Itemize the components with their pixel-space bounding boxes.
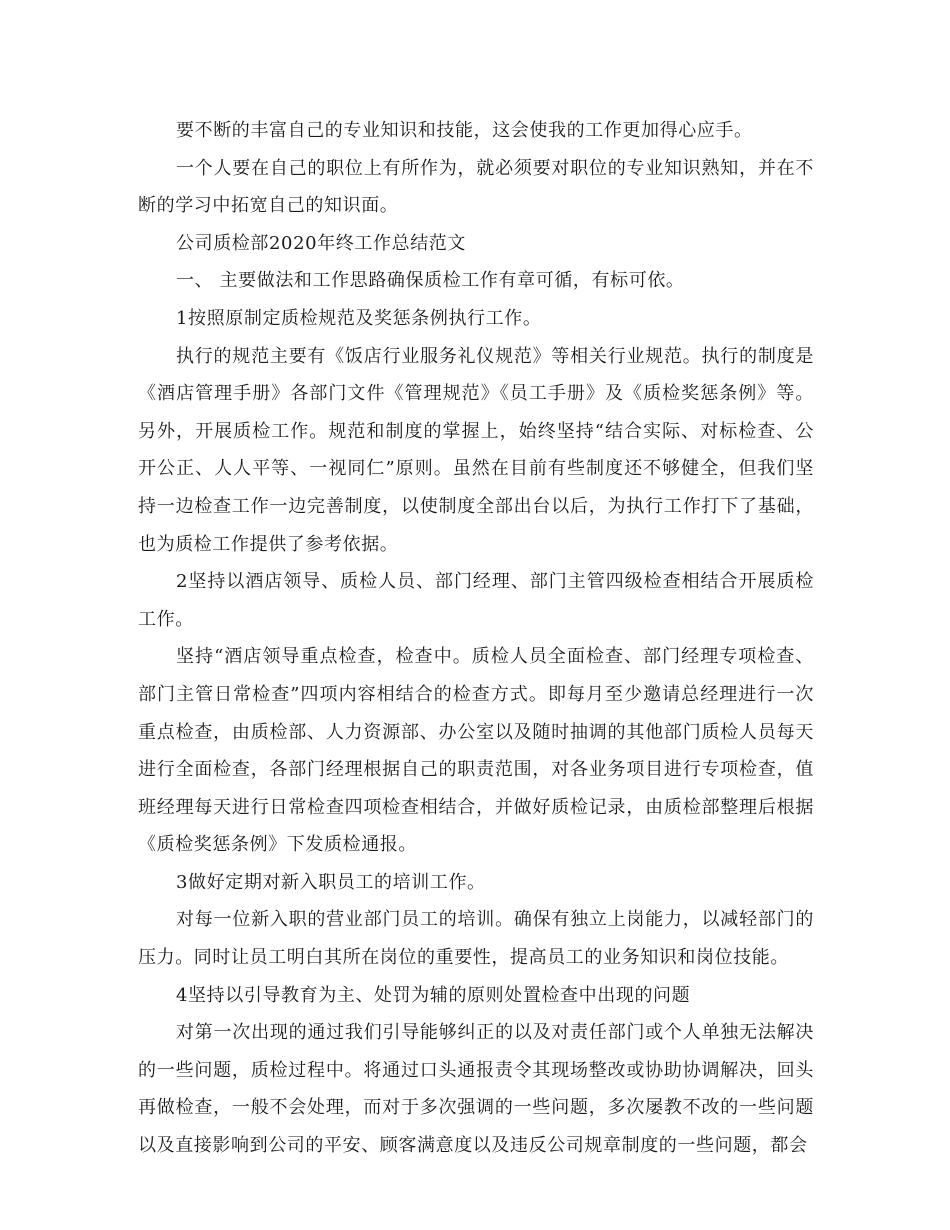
document-page (138, 112, 814, 1165)
paragraph: 对每一位新入职的营业部门员工的培训。确保有独立上岗能力，以减轻部门的压力。同时让员工明白其所在岗位的重要性，提高员工的业务知识和岗位技能。 (138, 909, 814, 969)
paragraph: 执行的规范主要有《饭店行业服务礼仪规范》等相关行业规范。执行的制度是《酒店管理手册》各部门文件《管理规范》《员工手册》及《质检奖惩条例》等。另外，开展质检工作。规范和制度的掌握上，始终坚持“结合实际、对标检查、公开公正、人人平等、一视同仁”原则。虽然在目前有些制度还不够健全，但我们坚持一边检查工作一边完善制度，以使制度全部出台以后，为执行工作打下了基础，也为质检工作提供了参考依据。 (138, 345, 814, 555)
paragraph: 要不断的丰富自己的专业知识和技能，这会使我的工作更加得心应手。 (176, 120, 753, 141)
section-heading: 一、 主要做法和工作思路确保质检工作有章可循，有标可依。 (176, 270, 685, 292)
paragraph: 坚持“酒店领导重点检查，检查中。质检人员全面检查、部门经理专项检查、部门主管日常检查”四项内容相结合的检查方式。即每月至少邀请总经理进行一次重点检查，由质检部、人力资源部、办公室以及随时抽调的其他部门质检人员每天进行全面检查，各部门经理根据自己的职责范围，对各业务项目进行专项检查，值班经理每天进行日常检查四项检查相结合，并做好质检记录，由质检部整理后根据《质检奖惩条例》下发质检通报。 (138, 646, 814, 856)
paragraph: 一个人要在自己的职位上有所作为，就必须要对职位的专业知识熟知，并在不断的学习中拓宽自己的知识面。 (138, 157, 814, 217)
subsection-heading: 2坚持以酒店领导、质检人员、部门经理、部门主管四级检查相结合开展质检工作。 (138, 571, 814, 630)
subsection-heading: 3做好定期对新入职员工的培训工作。 (176, 871, 486, 893)
document-title: 公司质检部2020年终工作总结范文 (176, 232, 467, 254)
subsection-heading: 4坚持以引导教育为主、处罚为辅的原则处置检查中出现的问题 (176, 984, 691, 1006)
paragraph: 对第一次出现的通过我们引导能够纠正的以及对责任部门或个人单独无法解决的一些问题，质检过程中。将通过口头通报责令其现场整改或协助协调解决，回头再做检查，一般不会处理，而对于多次强调的一些问题，多次屡教不改的一些问题以及直接影响到公司的平安、顾客满意度以及违反公司规章制度的一些问题，都会 (138, 1022, 814, 1157)
subsection-heading: 1按照原制定质检规范及奖惩条例执行工作。 (176, 307, 542, 329)
